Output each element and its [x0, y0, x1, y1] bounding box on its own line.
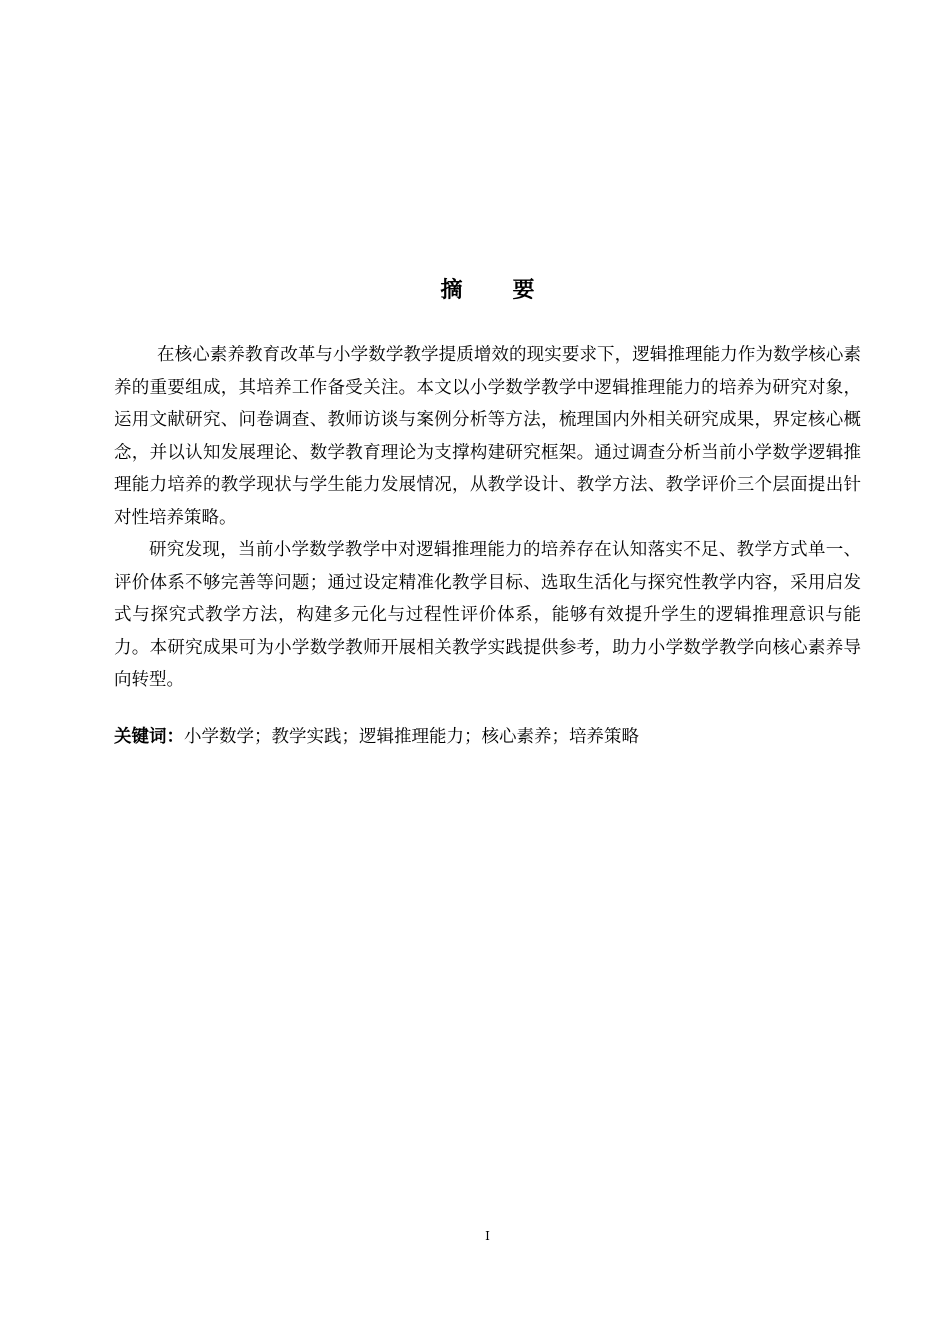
title-char-1: 摘 — [440, 278, 463, 303]
title-char-2: 要 — [512, 278, 535, 303]
abstract-title — [0, 276, 950, 306]
abstract-paragraph-2: 研究发现，当前小学数学教学中对逻辑推理能力的培养存在认知落实不足、教学方式单一、评价体系不够完善等问题；通过设定精准化教学目标、选取生活化与探究性教学内容，采用启发式与探究式教学方法，构建多元化与过程性评价体系，能够有效提升学生的逻辑推理意识与能力。本研究成果可为小学数学教师开展相关教学实践提供参考，助力小学数学教学向核心素养导向转型。 — [114, 540, 861, 690]
abstract-body — [114, 339, 861, 697]
keywords-label: 关键词： — [114, 727, 184, 747]
keywords-line — [114, 722, 861, 752]
abstract-paragraph-1: 在核心素养教育改革与小学数学教学提质增效的现实要求下，逻辑推理能力作为数学核心素养的重要组成，其培养工作备受关注。本文以小学数学教学中逻辑推理能力的培养为研究对象，运用文献研究、问卷调查、教师访谈与案例分析等方法，梳理国内外相关研究成果，界定核心概念，并以认知发展理论、数学教育理论为支撑构建研究框架。通过调查分析当前小学数学逻辑推理能力培养的教学现状与学生能力发展情况，从教学设计、教学方法、教学评价三个层面提出针对性培养策略。 — [114, 345, 861, 528]
keywords-text: 小学数学；教学实践；逻辑推理能力；核心素养；培养策略 — [184, 727, 639, 747]
page-number: I — [485, 1229, 490, 1243]
